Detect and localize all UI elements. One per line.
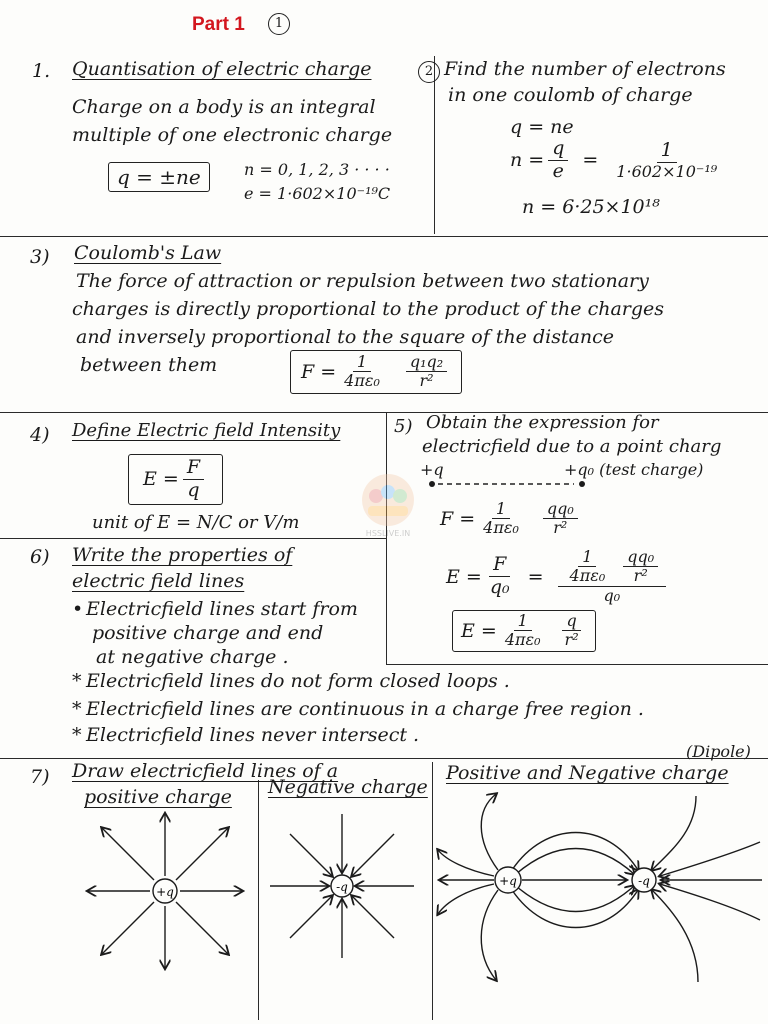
s1-line1: Charge on a body is an integral xyxy=(72,96,376,118)
s5-e-over: q₀ xyxy=(603,585,621,605)
s5-e-frac-a xyxy=(566,548,610,586)
s1-number: 1. xyxy=(32,60,51,82)
s6-number: 6) xyxy=(30,546,50,568)
dipole-field-diagram xyxy=(436,790,766,990)
s2-eq2-frac2 xyxy=(612,140,721,181)
s5-final-lhs: E = xyxy=(461,619,497,642)
s3-num1: 1 xyxy=(353,353,371,372)
s7-dipole-title: Positive and Negative charge xyxy=(446,762,729,784)
s1-title: Quantisation of electric charge xyxy=(72,58,372,80)
s3-frac2 xyxy=(406,353,447,391)
s6-bullet1 xyxy=(72,598,358,620)
s1-formula-box: q = ±ne xyxy=(108,162,210,192)
s5-e-num: F xyxy=(489,554,510,577)
s5-title-line2: electricfield due to a point charg xyxy=(422,436,722,457)
s5-final-den1: 4πε₀ xyxy=(504,630,541,650)
s6-b1c: at negative charge . xyxy=(96,646,289,668)
s6-title-line1: Write the properties of xyxy=(72,544,293,566)
s5-f-frac2 xyxy=(543,500,578,538)
s5-force-eq xyxy=(440,500,582,538)
s6-b1a: Electricfield lines start from xyxy=(86,598,358,620)
s4-formula-box xyxy=(128,454,223,505)
s1-n-values: n = 0, 1, 2, 3 · · · · xyxy=(244,160,390,179)
s5-e-compound xyxy=(558,548,667,605)
s2-eq2-den1: e xyxy=(552,159,564,182)
s5-e-den: q₀ xyxy=(489,576,510,599)
s5-final-frac1 xyxy=(501,612,545,650)
s5-final-box xyxy=(452,610,596,652)
s6-bullet4 xyxy=(72,724,419,746)
s7-title-line1: Draw electricfield lines of a xyxy=(72,760,339,782)
s2-number-circle: 2 xyxy=(418,61,440,83)
s3-line1: The force of attraction or repulsion between two stationary xyxy=(76,270,649,292)
s6-bullet2 xyxy=(72,670,510,692)
s4-number: 4) xyxy=(30,424,50,446)
s5-f-num2: qq₀ xyxy=(543,500,578,519)
s6-bullet3 xyxy=(72,698,644,720)
s5-e-den-b: r² xyxy=(633,566,648,586)
s3-frac1 xyxy=(340,353,384,391)
svg-text:HSSLIVE.IN: HSSLIVE.IN xyxy=(365,529,411,538)
s4-e-lhs: E = xyxy=(143,468,179,491)
s5-final-num1: 1 xyxy=(514,612,532,631)
negative-charge-label: -q xyxy=(336,880,348,894)
positive-charge-field-diagram xyxy=(80,806,250,976)
s7-dipole-note: (Dipole) xyxy=(686,742,751,761)
s3-f-lhs: F = xyxy=(301,360,337,383)
s3-formula-box xyxy=(290,350,462,394)
s4-num: F xyxy=(183,457,204,480)
page-number xyxy=(268,12,290,35)
s2-eq2-num1: q xyxy=(548,138,568,161)
page-number-circle: 1 xyxy=(268,13,290,35)
s2-eq2-equals: = xyxy=(582,149,599,172)
s4-title: Define Electric field Intensity xyxy=(72,420,341,441)
divider-s7-a xyxy=(258,780,259,1020)
bullet-icon: * xyxy=(72,698,82,720)
s7-number: 7) xyxy=(30,766,50,788)
s2-eq2-lhs: n = xyxy=(510,149,545,172)
s5-e-num-a: 1 xyxy=(578,548,596,567)
hsslive-watermark-logo xyxy=(352,470,424,540)
s2-eq2-den2: 1·602×10⁻¹⁹ xyxy=(616,161,718,181)
divider-before-s7 xyxy=(0,758,768,759)
divider-s7-b xyxy=(432,762,433,1020)
s6-b3: Electricfield lines are continuous in a charge free region . xyxy=(86,698,644,720)
s5-charge-diagram xyxy=(424,476,594,492)
s5-e-compound-top xyxy=(558,548,667,587)
negative-charge-field-diagram xyxy=(262,806,422,966)
s5-label-q: +q xyxy=(420,460,444,479)
s2-eq2-frac1 xyxy=(548,138,568,183)
bullet-icon: • xyxy=(72,598,84,620)
s5-final-frac2 xyxy=(561,612,583,650)
dipole-positive-label: +q xyxy=(499,874,517,888)
divider-s5-bottom xyxy=(386,664,768,665)
s5-number: 5) xyxy=(394,416,413,437)
s2-eq2 xyxy=(510,138,725,183)
page-title: Part 1 xyxy=(192,14,245,35)
s5-final-den2: r² xyxy=(564,630,579,650)
s5-field-eq xyxy=(446,548,670,605)
s5-label-q0: +q₀ (test charge) xyxy=(564,460,704,479)
s2-number xyxy=(418,60,440,83)
s3-line3: and inversely proportional to the square of the distance xyxy=(76,326,615,348)
s3-den1: 4πε₀ xyxy=(344,371,380,391)
s7-negative-title: Negative charge xyxy=(268,776,428,798)
s3-num2: q₁q₂ xyxy=(406,353,447,372)
s5-final-num2: q xyxy=(562,612,580,631)
s5-e-num-b: qq₀ xyxy=(623,548,658,567)
divider-s1-s2 xyxy=(434,56,435,234)
s5-f-den2: r² xyxy=(553,518,568,538)
s2-eq2-num2: 1 xyxy=(657,140,677,163)
s4-den: q xyxy=(187,478,200,501)
s5-title-line1: Obtain the expression for xyxy=(426,412,659,433)
s7-title-line2: positive charge xyxy=(84,786,232,808)
s4-frac xyxy=(183,457,204,502)
s5-f-den1: 4πε₀ xyxy=(483,518,519,538)
divider-s4-s6 xyxy=(0,538,386,539)
s6-b4: Electricfield lines never intersect . xyxy=(86,724,420,746)
s6-b2: Electricfield lines do not form closed loops . xyxy=(86,670,510,692)
s3-number: 3) xyxy=(30,246,50,268)
bullet-icon: * xyxy=(72,670,82,692)
s5-f-lhs: F = xyxy=(440,507,476,530)
s5-e-equals: = xyxy=(527,565,544,588)
s6-b1b: positive charge and end xyxy=(92,622,324,644)
positive-charge-label: +q xyxy=(156,885,174,899)
s5-e-den-a: 4πε₀ xyxy=(569,566,606,586)
s3-den2: r² xyxy=(419,371,434,391)
s2-title-line2: in one coulomb of charge xyxy=(448,84,693,106)
s5-e-frac-b xyxy=(623,548,658,586)
dipole-negative-label: -q xyxy=(638,874,650,888)
s3-line2: charges is directly proportional to the product of the charges xyxy=(72,298,665,320)
s3-title: Coulomb's Law xyxy=(74,242,222,264)
s1-line2: multiple of one electronic charge xyxy=(72,124,393,146)
s4-unit: unit of E = N/C or V/m xyxy=(92,512,300,533)
s5-f-num1: 1 xyxy=(492,500,510,519)
s1-e-value: e = 1·602×10⁻¹⁹C xyxy=(244,184,391,203)
divider-after-s1 xyxy=(0,236,768,237)
s2-title: Find the number of electrons xyxy=(444,58,726,80)
s3-line4: between them xyxy=(80,354,218,376)
s5-f-frac1 xyxy=(479,500,523,538)
s5-e-frac xyxy=(486,554,514,599)
bullet-icon: * xyxy=(72,724,82,746)
s6-title-line2: electric field lines xyxy=(72,570,245,592)
s2-eq1: q = ne xyxy=(510,116,574,138)
s5-e-lhs: E = xyxy=(446,565,482,588)
s2-result: n = 6·25×10¹⁸ xyxy=(522,196,660,218)
